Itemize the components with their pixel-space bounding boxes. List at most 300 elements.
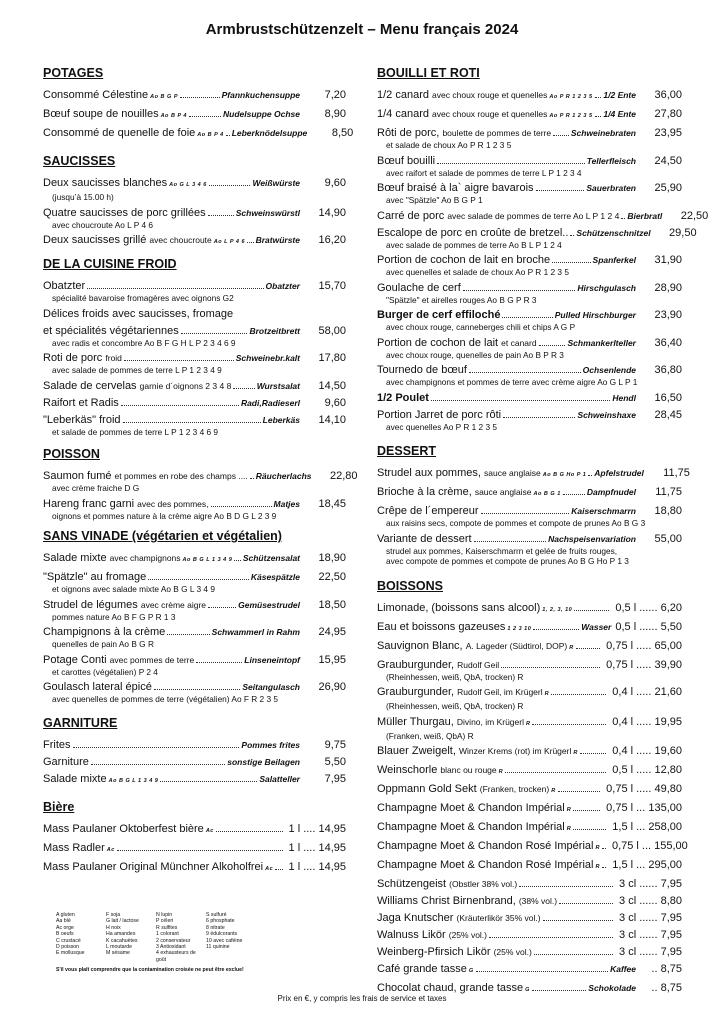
menu-item-line <box>377 783 682 798</box>
item-price: 3 cl ...... 7,95 <box>619 946 682 958</box>
item-price: 3 cl ...... 7,95 <box>619 912 682 924</box>
item-price: 36,40 <box>654 336 682 349</box>
german-name: Weißwürste <box>252 178 300 188</box>
item-name <box>377 364 467 377</box>
dot-leader <box>543 920 613 921</box>
german-name: Tellerfleisch <box>586 155 636 166</box>
dot-leader <box>573 810 600 811</box>
item-price: 24,95 <box>318 626 346 638</box>
menu-item-line <box>43 207 346 220</box>
menu-item <box>43 325 346 349</box>
menu-item-line <box>377 859 682 874</box>
item-description: avec choux rouge, canneberges chili et chips A G P <box>386 322 576 332</box>
german-name: Käsespätzle <box>250 572 300 582</box>
allergen-codes: Ao B P 4 <box>197 132 224 138</box>
dot-leader <box>189 116 221 117</box>
menu-item <box>377 895 682 908</box>
allergen-entry: Ac orge <box>56 924 74 931</box>
allergen-codes: Ao G L 3 4 6 <box>169 182 207 188</box>
german-name: Sauerbraten <box>586 183 636 193</box>
allergen-entry: P céleri <box>156 918 174 925</box>
menu-item <box>377 602 682 617</box>
allergen-entry: H noix <box>106 924 121 931</box>
item-name <box>377 912 541 925</box>
item-name <box>377 505 479 518</box>
allergen-entry: 2 conservateur <box>156 937 191 944</box>
german-name: Kaffee <box>610 964 636 974</box>
item-name-text: Escalope de porc en croûte de bretzel.. <box>377 226 569 239</box>
dot-leader <box>551 694 606 695</box>
menu-item <box>43 571 346 595</box>
allergen-entry: R sulfites <box>156 924 178 931</box>
menu-item-line <box>377 182 682 195</box>
item-price: .. 8,75 <box>651 963 682 975</box>
german-name: Schokolade <box>588 983 636 993</box>
allergen-entry: Aa blé <box>56 918 71 925</box>
german-name: Schützensalat <box>242 553 300 563</box>
item-name-text: Goulache de cerf <box>377 281 461 294</box>
item-name-text: Rôti de porc, <box>377 127 440 139</box>
item-description: avec crème fraiche D G <box>52 483 140 493</box>
german-name: 1/2 Ente <box>603 90 636 100</box>
item-price: 7,20 <box>324 89 346 101</box>
item-price: 22,50 <box>318 571 346 583</box>
allergen-entry: 1 colorant <box>156 931 179 938</box>
dot-leader <box>481 513 570 514</box>
menu-item-line <box>43 234 346 249</box>
item-price: 29,50 <box>669 226 697 239</box>
menu-item <box>377 155 682 179</box>
item-name-text: Crêpe de l´empereur <box>377 505 479 517</box>
item-name-text: Oppmann Gold Sekt <box>377 783 477 795</box>
german-name: Pommes frites <box>241 739 300 750</box>
item-name <box>377 929 487 942</box>
item-name-text: Walnuss Likör <box>377 929 446 941</box>
item-price: 3 cl ...... 7,95 <box>619 929 682 941</box>
german-name: Leberknödelsuppe <box>231 128 308 138</box>
allergen-grid <box>56 912 336 963</box>
german-name: Schweinebr.kalt <box>235 353 300 363</box>
item-name-text: Frites <box>43 738 71 751</box>
allergen-codes: Ao P R 1 2 3 5 <box>549 94 593 100</box>
menu-item-line <box>43 498 346 511</box>
item-name <box>377 963 474 978</box>
item-price: 28,90 <box>654 281 682 294</box>
item-name-text: Portion de cochon de lait en broche <box>377 254 551 266</box>
item-name-text: Tournedo de bœuf <box>377 364 467 376</box>
allergen-legend <box>56 912 336 974</box>
dot-leader <box>559 903 613 904</box>
item-price: 55,00 <box>654 532 682 545</box>
menu-item <box>43 823 346 838</box>
menu-item <box>377 821 682 836</box>
dot-leader <box>167 634 209 635</box>
allergen-entry: 10 avec caféine <box>206 937 243 944</box>
allergen-codes: R <box>566 826 572 832</box>
item-name <box>377 640 574 655</box>
item-price: 0,5 l ...... 5,50 <box>615 620 682 633</box>
german-name: Schwammerl in Rahm <box>211 627 300 637</box>
menu-item <box>377 963 682 978</box>
item-name <box>377 821 571 836</box>
menu-item <box>43 842 346 857</box>
item-description: strudel aux pommes, Kaiserschmarrn et gelée de fruits rouges, <box>386 545 618 556</box>
allergen-codes: R <box>573 750 578 756</box>
german-name: Salatteller <box>259 773 300 784</box>
dot-leader <box>247 242 254 243</box>
item-name-text: Consommé Célestine <box>43 89 149 101</box>
item-name-text: Weinberg-Pfirsich Likör <box>377 946 491 958</box>
item-description: avec choux rouge, quenelles de pain Ao B P R 3 <box>386 349 564 360</box>
item-price: 9,60 <box>324 177 346 189</box>
item-detail: Rudolf Geil, im Krügerl <box>457 687 543 697</box>
menu-item-line <box>377 209 709 223</box>
section-heading: BOUILLI ET ROTI <box>377 66 480 80</box>
menu-item <box>377 486 682 501</box>
menu-item-line <box>377 659 682 672</box>
dot-leader <box>534 954 613 955</box>
item-description: pommes nature Ao B F G P R 1 3 <box>52 611 176 622</box>
allergen-entry: S sulfuré <box>206 912 227 918</box>
item-name <box>377 840 600 855</box>
menu-item <box>377 878 682 891</box>
dot-leader <box>476 971 609 972</box>
dot-leader <box>574 610 609 611</box>
menu-item <box>377 505 682 529</box>
allergen-entry: B oeufs <box>56 931 74 938</box>
allergen-codes: Ao B G L 1 3 4 9 <box>182 557 233 563</box>
item-name-text: Salade mixte <box>43 772 107 785</box>
dot-leader <box>539 345 566 346</box>
item-price: 14,10 <box>318 413 346 426</box>
allergen-entry: A gluten <box>56 912 75 918</box>
allergen-codes: 1, 2, 3, 10 <box>542 606 573 613</box>
item-price: 11,75 <box>655 486 682 498</box>
menu-item <box>377 282 682 306</box>
item-name <box>43 127 224 142</box>
item-price: 15,70 <box>318 280 346 292</box>
menu-item-line <box>43 756 346 769</box>
item-name <box>43 414 121 427</box>
item-detail: garnie d´oignons 2 3 4 8 <box>139 380 232 391</box>
allergen-entry: Ha amandes <box>106 931 136 938</box>
item-name-text: Raifort et Radis <box>43 396 119 409</box>
menu-item <box>377 209 709 223</box>
item-detail: (25% vol.) <box>448 930 487 940</box>
item-detail: sauce anglaise <box>474 487 532 497</box>
menu-item-line <box>43 108 346 123</box>
item-name-text: "Spätzle" au fromage <box>43 571 147 583</box>
item-name <box>377 946 532 959</box>
item-name <box>377 127 551 140</box>
dot-leader <box>553 135 569 136</box>
dot-leader <box>621 218 625 219</box>
section-heading: POTAGES <box>43 66 104 80</box>
item-price: 0,75 l ... 155,00 <box>611 840 688 852</box>
menu-item-line <box>43 280 346 293</box>
item-name <box>43 861 273 876</box>
section-heading: POISSON <box>43 447 100 461</box>
menu-item-line <box>43 177 346 192</box>
item-description: (jusqu’à 15.00 h) <box>52 192 114 202</box>
item-price: 1 l .... 14,95 <box>288 860 346 873</box>
menu-item-line <box>377 821 682 836</box>
menu-item <box>43 773 346 788</box>
item-name <box>377 716 530 731</box>
menu-item-line <box>43 89 346 104</box>
item-name <box>377 467 586 482</box>
item-price: 0,75 l ..... 39,90 <box>606 658 682 671</box>
section-heading: BOISSONS <box>377 578 443 593</box>
menu-item <box>377 716 682 742</box>
item-name-text: Mass Paulaner Oktoberfest bière <box>43 822 204 835</box>
item-detail: avec crème aigre <box>140 599 207 610</box>
dot-leader <box>233 388 254 389</box>
item-name-text: Limonade, (boissons sans alcool) <box>377 601 541 614</box>
item-name <box>43 308 233 321</box>
dot-leader <box>463 290 576 291</box>
menu-item <box>43 127 354 142</box>
item-price: 18,90 <box>318 552 346 564</box>
german-name: 1/4 Ente <box>603 109 636 119</box>
menu-item-line <box>377 337 682 350</box>
item-price: 0,75 l ..... 49,80 <box>606 783 682 795</box>
item-description: spécialité bavaroise fromagères avec oignons G2 <box>52 293 234 303</box>
menu-item <box>43 308 346 321</box>
item-name <box>377 621 531 636</box>
item-price: 9,75 <box>324 738 346 751</box>
item-price: 0,4 l ..... 19,60 <box>612 745 682 757</box>
allergen-codes: G <box>525 987 530 993</box>
dot-leader <box>563 494 585 495</box>
menu-item-line <box>43 842 346 857</box>
item-name-text: Strudel de légumes <box>43 598 138 611</box>
menu-item <box>377 686 682 712</box>
menu-item-line <box>43 739 346 752</box>
item-description: et carottes (végétalien) P 2 4 <box>52 666 158 677</box>
dot-leader <box>123 422 261 423</box>
item-description: avec choucroute Ao L P 4 6 <box>52 219 154 230</box>
item-price: 1,5 l ... 295,00 <box>612 859 682 871</box>
menu-item-line <box>43 626 346 639</box>
item-description: avec champignons et pommes de terre avec crème aigre Ao G L P 1 <box>386 377 638 387</box>
item-price: 18,50 <box>318 598 346 611</box>
allergen-entry: C crustacé <box>56 937 81 944</box>
item-name <box>43 739 71 752</box>
allergen-entry: N lupin <box>156 912 173 918</box>
item-price: 25,90 <box>654 182 682 194</box>
allergen-codes: Ao B G 1 <box>533 491 561 497</box>
item-name-text: Quatre saucisses de porc grillées <box>43 206 206 219</box>
item-name-text: Champagne Moet & Chandon Rosé Impérial <box>377 840 594 852</box>
dot-leader <box>573 829 606 830</box>
german-name: Apfelstrudel <box>594 468 644 478</box>
item-name <box>377 659 499 672</box>
menu-item-line <box>377 929 682 942</box>
item-name-text: Sauvignon Blanc, <box>377 639 463 652</box>
allergen-codes: R <box>595 864 600 870</box>
item-description: (Franken, weiß, QbA) R <box>386 730 474 741</box>
item-name <box>377 686 549 701</box>
item-name <box>377 392 429 405</box>
item-name-text: Jaga Knutscher <box>377 912 454 924</box>
item-price: 11,75 <box>663 467 690 479</box>
item-description: avec quenelles Ao P R 1 2 3 5 <box>386 421 498 432</box>
dot-leader <box>474 541 547 542</box>
item-name-text: Strudel aux pommes, <box>377 467 481 479</box>
item-name <box>43 380 231 393</box>
dot-leader <box>234 560 241 561</box>
item-price: 36,00 <box>654 89 682 101</box>
dot-leader <box>519 886 613 887</box>
dot-leader <box>181 333 248 334</box>
menu-item <box>43 234 346 249</box>
german-name: Hendl <box>612 392 636 403</box>
item-detail: froid <box>105 353 122 363</box>
item-name <box>377 89 593 104</box>
menu-item-line <box>377 602 682 617</box>
menu-item <box>43 280 346 304</box>
item-name <box>377 895 557 908</box>
item-name-text: et spécialités végétariennes <box>43 324 179 337</box>
item-name <box>43 654 194 667</box>
item-name-text: Obatzter <box>43 280 86 292</box>
menu-item <box>377 840 688 855</box>
menu-item-line <box>43 599 346 612</box>
dot-leader <box>208 215 234 216</box>
german-name: Ochsenlende <box>582 365 636 375</box>
allergen-codes: Ao P R 1 2 3 5 <box>549 113 593 119</box>
item-description: et oignons avec salade mixte Ao B G L 3 4 9 <box>52 584 215 594</box>
item-name <box>43 498 209 511</box>
item-price: 0,5 l ..... 12,80 <box>612 764 682 776</box>
item-price: 15,95 <box>318 653 346 666</box>
dot-leader <box>208 607 236 608</box>
dot-leader <box>437 163 585 164</box>
item-name-text: Weinschorle <box>377 764 438 776</box>
item-name <box>43 352 122 365</box>
allergen-codes: R <box>498 769 504 775</box>
menu-item-line <box>377 946 682 959</box>
item-name <box>377 337 537 350</box>
item-name <box>43 599 206 612</box>
dot-leader <box>501 667 600 668</box>
german-name: Schweinswürstl <box>235 207 300 218</box>
item-price: 0,5 l ...... 6,20 <box>615 601 682 614</box>
allergen-codes: R <box>566 807 572 813</box>
german-name: Radi,Radieserl <box>240 397 300 408</box>
item-name-text: Délices froids avec saucisses, fromage <box>43 307 234 320</box>
german-name: Pfannkuchensuppe <box>221 90 300 100</box>
section-heading: Bière <box>43 799 75 814</box>
german-name: Obatzter <box>265 281 300 291</box>
menu-item-line <box>377 364 682 377</box>
dot-leader <box>536 190 585 191</box>
dot-leader <box>595 97 602 98</box>
item-price: 1 l .... 14,95 <box>288 841 346 854</box>
item-name <box>377 486 561 501</box>
dot-leader <box>211 506 272 507</box>
dot-leader <box>117 850 283 851</box>
price-footer: Prix en €, y compris les frais de service et taxes <box>277 994 447 1003</box>
item-name <box>43 177 207 192</box>
item-name <box>43 756 89 769</box>
item-price: 16,20 <box>318 234 346 246</box>
menu-item <box>377 254 682 278</box>
section-heading: DESSERT <box>377 444 437 458</box>
item-detail: (Kräuterlikör 35% vol.) <box>456 913 541 923</box>
menu-item <box>43 654 346 678</box>
menu-item <box>377 392 682 405</box>
item-description: (Rheinhessen, weiß, QbA, trocken) R <box>386 671 524 682</box>
item-name <box>377 409 501 422</box>
item-name <box>43 280 85 293</box>
allergen-note: S'il vous plaît comprendre que la contamination croisée ne peut être exclue! <box>56 967 244 974</box>
allergen-codes: 1 2 3 10 <box>507 625 532 632</box>
menu-item-line <box>377 89 682 104</box>
item-name <box>377 282 461 295</box>
menu-item-line <box>377 409 682 422</box>
menu-item <box>377 533 682 567</box>
item-name <box>43 626 165 639</box>
item-detail: et pommes en robe des champs .... <box>114 471 248 481</box>
item-detail: avec choux rouge et quenelles <box>432 109 548 119</box>
allergen-entry: 6 phosphate <box>206 918 235 925</box>
german-name: Nachspeisenvariation <box>548 533 636 544</box>
menu-item-line <box>43 681 346 694</box>
german-name: Nudelsuppe Ochse <box>223 109 300 119</box>
allergen-codes: Ao L P 4 6 <box>213 239 246 245</box>
item-name-text: Potage Conti <box>43 653 107 666</box>
menu-item <box>377 621 682 636</box>
menu-item <box>43 397 346 410</box>
german-name: Schweinshaxe <box>577 409 636 420</box>
item-name-text: Salade mixte <box>43 552 107 564</box>
menu-item-line <box>43 571 346 584</box>
item-description: et salade de pommes de terre L P 1 2 3 4 6 9 <box>52 426 219 437</box>
dot-leader <box>489 937 613 938</box>
item-description: "Spätzle" et airelles rouges Ao B G P R 3 <box>386 294 537 305</box>
menu-item <box>377 467 690 482</box>
item-price: 0,4 l ..... 21,60 <box>612 686 682 698</box>
item-detail: avec salade de pommes de terre Ao L P 1 2 4 <box>447 210 620 221</box>
item-description: avec salade de pommes de terre Ao B L P 1 2 4 <box>386 239 562 250</box>
item-name-text: Deux saucisses blanches <box>43 177 168 189</box>
menu-item-line <box>43 414 346 427</box>
item-name-text: Mass Paulaner Original Münchner Alkoholfrei <box>43 860 264 873</box>
menu-item <box>377 929 682 942</box>
dot-leader <box>595 116 602 117</box>
dot-leader <box>180 97 220 98</box>
german-name: Schützenschnitzel <box>576 227 651 238</box>
menu-item <box>43 207 346 231</box>
item-name <box>377 210 619 223</box>
german-name: Dampfnudel <box>586 487 636 497</box>
german-name: Kaiserschmarrn <box>571 506 636 516</box>
menu-item <box>377 89 682 104</box>
dot-leader <box>552 262 590 263</box>
item-name-text: Deux saucisses grillé <box>43 234 147 246</box>
menu-item <box>377 108 682 123</box>
item-name <box>43 773 158 788</box>
menu-item-line <box>377 895 682 908</box>
item-name <box>43 108 187 123</box>
menu-item <box>43 599 346 623</box>
item-price: 23,90 <box>654 309 682 321</box>
allergen-entry: G lait / lactose <box>106 918 139 925</box>
menu-item <box>43 756 346 769</box>
section-heading: SAUCISSES <box>43 154 116 168</box>
